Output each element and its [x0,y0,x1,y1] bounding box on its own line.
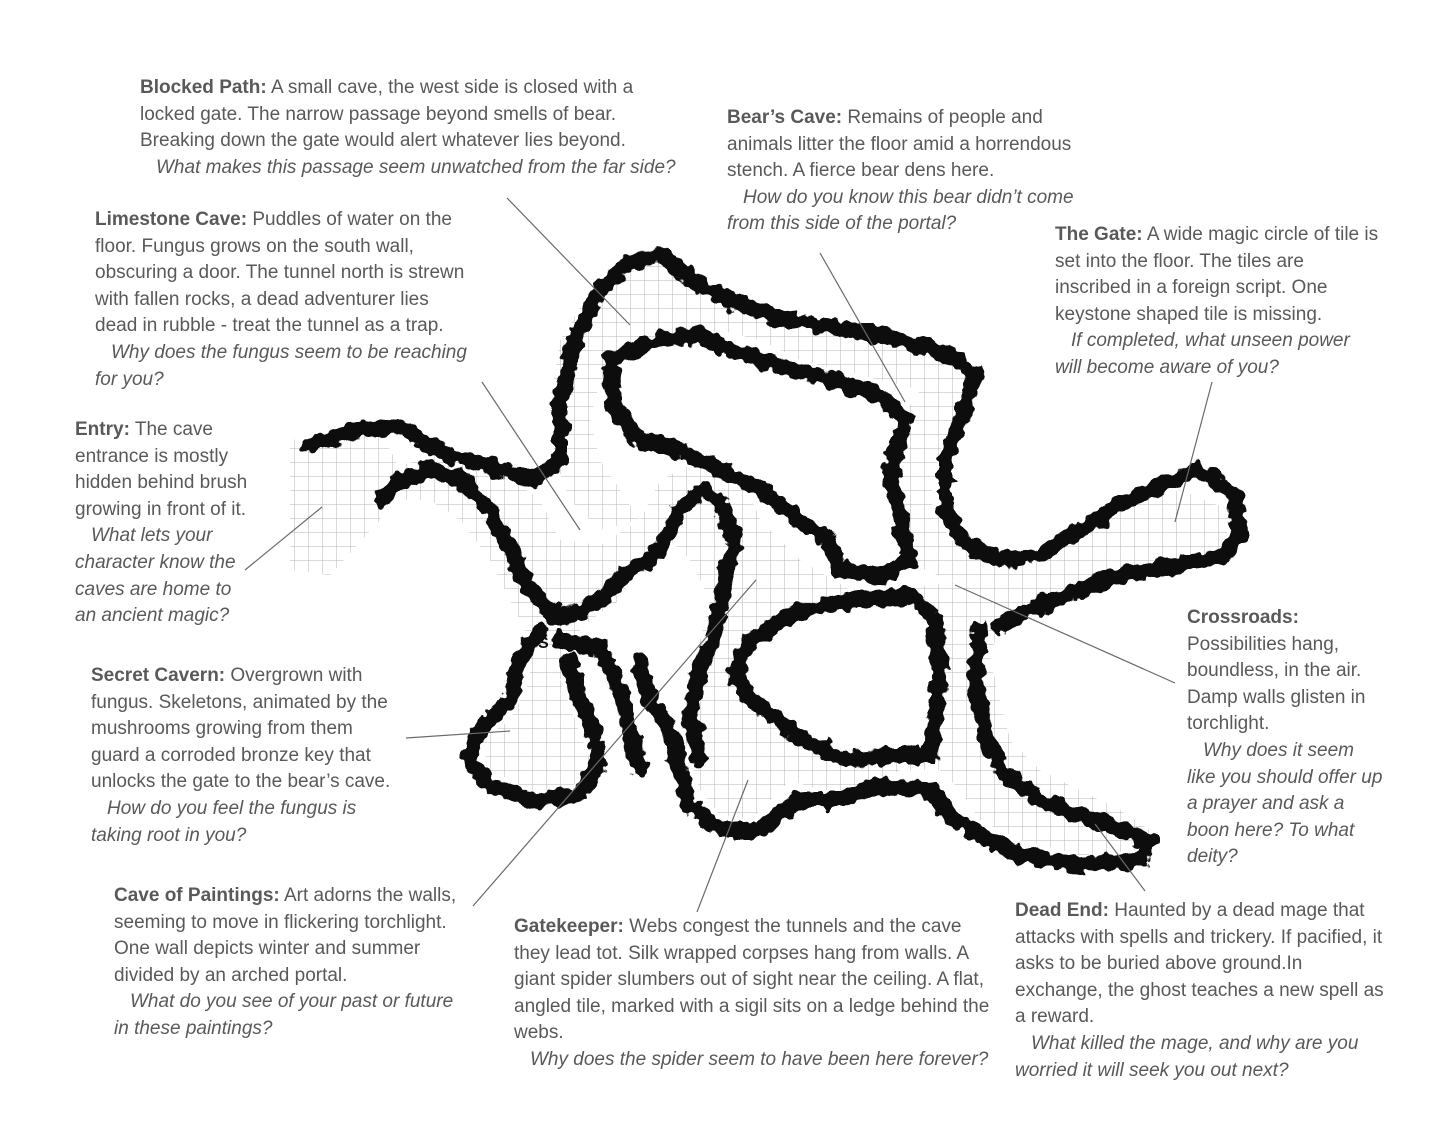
room-note-secret-cavern [91,663,391,849]
room-description: Art adorns the walls, seeming to move in flickering torchlight. One wall depicts winter and summer divided by an arched portal. [114,885,457,986]
room-title: Blocked Path: [140,77,267,98]
room-title: Cave of Paintings: [114,885,280,906]
room-description: Overgrown with fungus. Skeletons, animated by the mushrooms growing from them guard a corroded bronze key that unlocks the gate to the bear’s cave. [91,665,391,793]
room-title: Entry: [75,419,130,440]
room-description: Webs congest the tunnels and the cave they lead tot. Silk wrapped corpses hang from walls. A giant spider slumbers out of sight near the ceiling. A flat, angled tile, marked with a sigil sits on a ledge behind the webs. [514,916,990,1044]
room-title: Crossroads: [1187,607,1299,628]
room-description: A wide magic circle of tile is set into the floor. The tiles are inscribed in a foreign script. One keystone shaped tile is missing. [1055,224,1379,325]
room-question: How do you feel the fungus is taking root in you? [91,797,357,846]
room-description: Puddles of water on the floor. Fungus grows on the south wall, obscuring a door. The tunnel north is strewn with fallen rocks, a dead adventurer lies dead in rubble - treat the tunnel as a trap. [95,209,465,337]
room-note-entry [75,417,253,630]
room-description: Haunted by a dead mage that attacks with spells and trickery. If pacified, it asks to be buried above ground.In exchange, the ghost teaches a new spell as a reward. [1015,900,1384,1028]
room-title: Secret Cavern: [91,665,226,686]
room-title: Gatekeeper: [514,916,624,937]
room-title: Limestone Cave: [95,209,248,230]
room-note-dead-end [1015,898,1395,1084]
room-note-cave-of-paintings [114,883,469,1043]
room-note-gatekeeper [514,914,999,1074]
room-question: What makes this passage seem unwatched from the far side? [156,156,676,178]
room-title: Bear’s Cave: [727,107,843,128]
room-note-the-gate [1055,222,1380,382]
secret-door-marker: S [538,635,549,652]
room-description: Possibilities hang, boundless, in the air. Damp walls glisten in torchlight. [1187,633,1366,735]
room-description: A small cave, the west side is closed with a locked gate. The narrow passage beyond smells of bear. Breaking down the gate would alert whatever lies beyond. [140,77,634,152]
room-question: Why does the spider seem to have been here forever? [530,1048,989,1070]
room-note-limestone-cave [95,207,470,393]
room-question: How do you know this bear didn’t come from this side of the portal? [727,186,1074,235]
room-question: Why does the fungus seem to be reaching for you? [95,341,467,390]
room-note-bears-cave [727,105,1077,238]
room-description: Remains of people and animals litter the floor amid a horrendous stench. A fierce bear dens here. [727,107,1072,182]
room-note-crossroads [1187,605,1387,871]
room-description: The cave entrance is mostly hidden behind brush growing in front of it. [75,419,248,520]
room-question: Why does it seem like you should offer up a prayer and ask a boon here? To what deity? [1187,739,1383,868]
room-title: Dead End: [1015,900,1109,921]
room-title: The Gate: [1055,224,1143,245]
room-note-blocked-path [140,75,680,181]
room-question: What lets your character know the caves are home to an ancient magic? [75,525,236,627]
room-question: If completed, what unseen power will become aware of you? [1055,330,1350,378]
room-question: What do you see of your past or future in these paintings? [114,991,454,1039]
room-question: What killed the mage, and why are you worried it will seek you out next? [1015,1032,1359,1081]
